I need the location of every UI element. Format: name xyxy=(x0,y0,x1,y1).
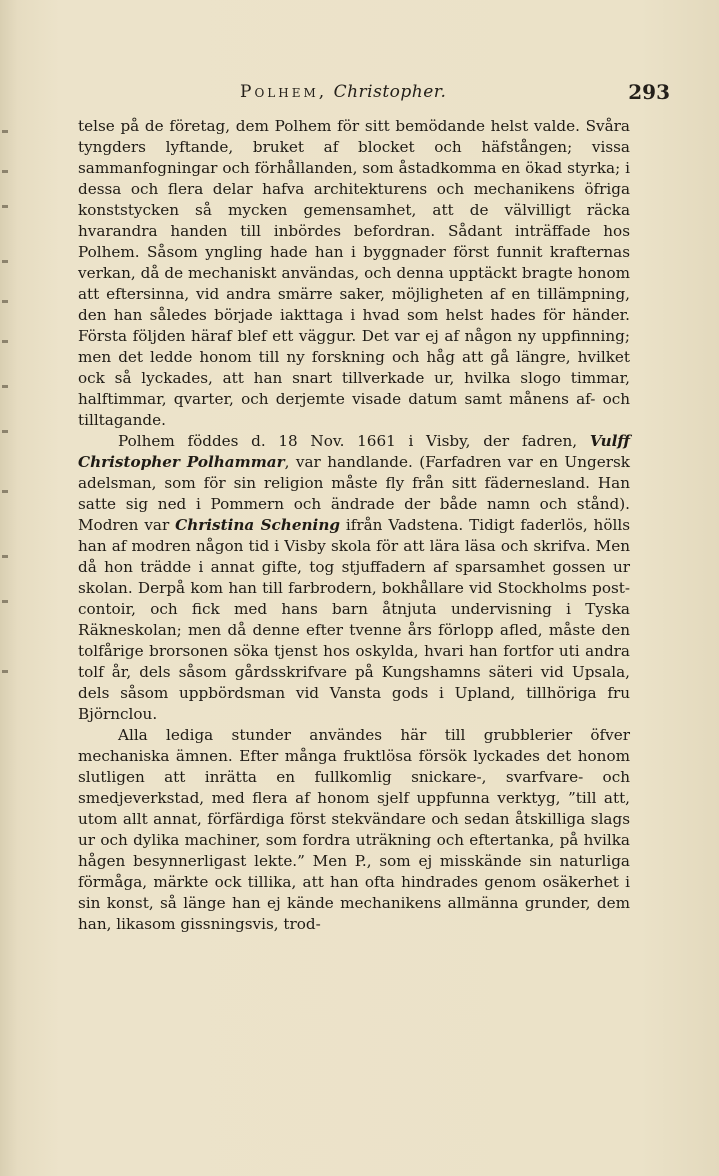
italic-name: Christina Schening xyxy=(175,516,340,534)
text-run: Alla lediga stunder användes här till grubblerier öfver mechaniska ämnen. Efter många fruktlösa försök lyckades det honom slutligen att inrätta en fullkomlig snickare-, svarfvare- och smedjeverkstad, med flera af honom sjelf uppfunna verktyg, ”till att, utom allt annat, förfärdiga först stekvändare och sedan åtskilliga slags ur och dylika machiner, som fordra uträkning och eftertanka, på hvilka hågen besynnerligast lekte.” Men P., som ej misskände sin naturliga förmåga, märkte ock tillika, att han ofta hindrades genom osäkerhet i sin konst, så länge han ej kände mechanikens allmänna grunder, dem han, likasom gissningsvis, trod- xyxy=(78,726,630,933)
running-head-surname: Polhem xyxy=(240,82,319,102)
running-head xyxy=(240,82,446,102)
running-header xyxy=(240,82,670,112)
page-number: 293 xyxy=(628,80,670,104)
text-run: Polhem föddes d. 18 Nov. 1661 i Visby, der fadren, xyxy=(118,432,590,450)
text-run: ifrån Vadstena. Tidigt faderlös, hölls han af modren någon tid i Visby skola för att lära läsa och skrifva. Men då hon trädde i annat gifte, tog stjuffadern af sparsamhet gossen ur skolan. Derpå kom han till farbrodern, bokhållare vid Stockholms post-contoir, och fick med hans barn åtnjuta undervisning i Tyska Räkneskolan; men då denne efter tvenne års förlopp afled, måste den tolfårige brorsonen söka tjenst hos oskylda, hvari han fortfor uti andra tolf år, dels såsom gårdsskrifvare på Kungshamns säteri vid Upsala, dels såsom uppbördsman vid Vansta gods i Upland, tillhöriga fru Björnclou. xyxy=(78,516,630,723)
text-run: , var handlande. (Farfadren var en Ungersk adelsman, som för sin religion måste fly från sitt fädernesland. Han satte sig ned i Pommern och ändrade der både namn och stånd). Modren var xyxy=(78,453,630,534)
body-text xyxy=(78,116,630,935)
binding-gutter xyxy=(0,110,16,910)
running-head-separator: , xyxy=(318,82,334,102)
paragraph-2 xyxy=(78,431,630,725)
running-head-forename: Christopher. xyxy=(333,82,447,102)
paragraph-3 xyxy=(78,725,630,935)
text-run: telse på de företag, dem Polhem för sitt bemödande helst valde. Svåra tyngders lyftande, bruket af blocket och häfstången; vissa sammanfogningar och förhållanden, som åstadkomma en ökad styrka; i dessa och flera delar hafva architekturens och mechanikens öfriga konststycken så mycken gemensamhet, att de välvilligt räcka hvarandra handen till inbördes befordran. Sådant inträffade hos Polhem. Såsom yngling hade han i byggnader först funnit krafternas verkan, då de mechaniskt användas, och denna upptäckt bragte honom att eftersinna, vid andra smärre saker, möjligheten af en tillämpning, den han således började iakttaga i hvad som helst hades för händer. Första följden häraf blef ett väggur. Det var ej af någon ny uppfinning; men det ledde honom till ny forskning och håg att gå längre, hvilket ock så lyckades, att han snart tillverkade ur, hvilka slogo timmar, halftimmar, qvarter, och derjemte visade datum samt månens af- och tilltagande. xyxy=(78,117,630,429)
italic-name: Vulff Christopher Polhammar xyxy=(78,432,630,471)
paragraph-1 xyxy=(78,116,630,431)
